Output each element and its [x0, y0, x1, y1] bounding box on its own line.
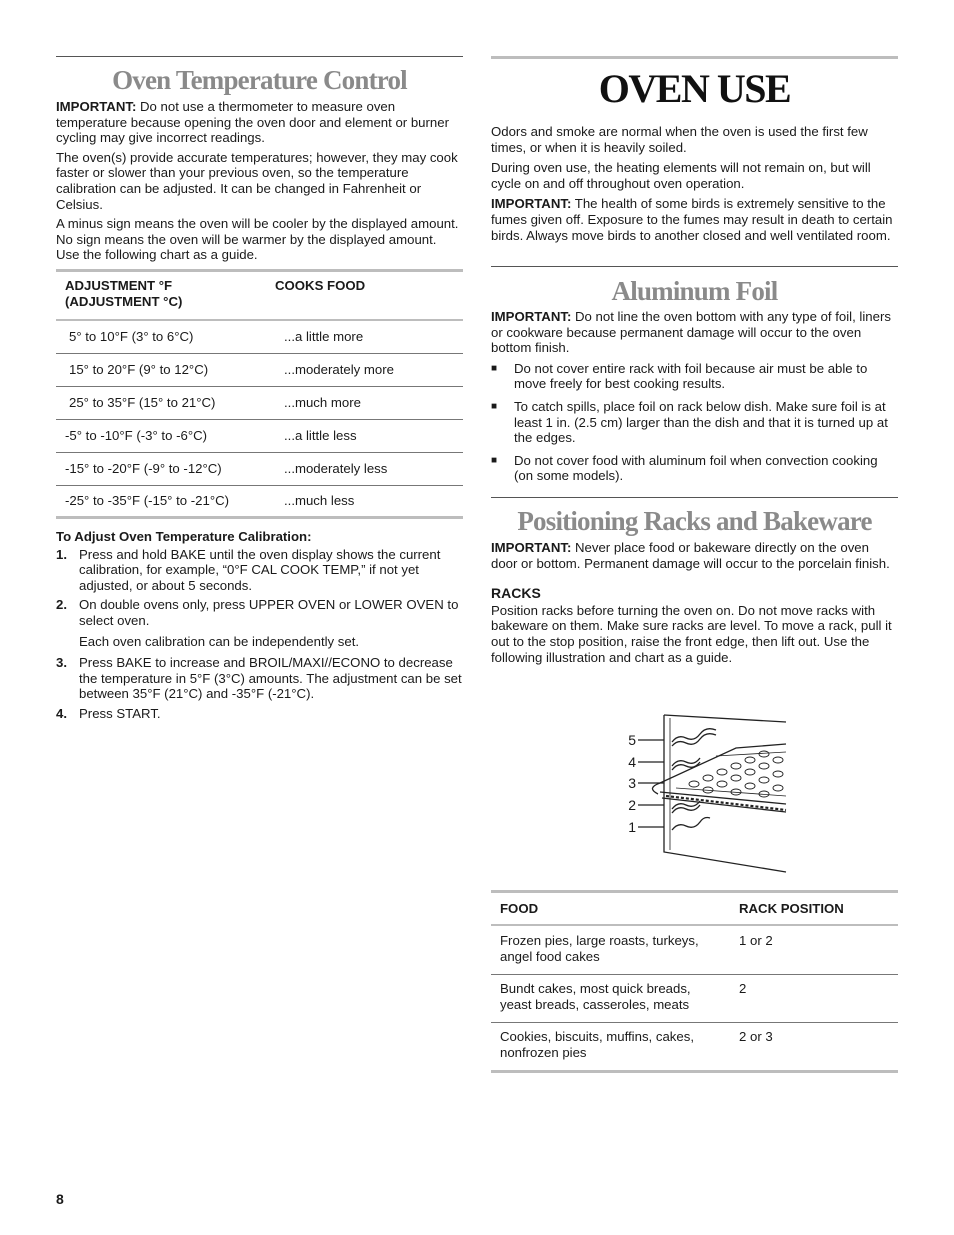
table-row: [56, 486, 463, 519]
adjustment-cell: -25° to -35°F (-15° to -21°C): [65, 493, 230, 509]
step-text: Press START.: [79, 705, 161, 721]
important-text: Do not use a thermometer to measure oven temperature because opening the oven door and element or burner cycling may give incorrect readings.: [56, 99, 449, 146]
step-item: [56, 547, 463, 594]
step-item: [56, 706, 463, 722]
header-adjustment-c: (ADJUSTMENT °C): [65, 293, 183, 309]
step-number: 2.: [56, 597, 67, 613]
positioning-racks-section: [491, 540, 898, 665]
important-label: IMPORTANT:: [491, 309, 572, 324]
important-label: IMPORTANT:: [491, 540, 572, 555]
step-text: Press BAKE to increase and BROIL/MAXI//ECONO to decrease the temperature in 5°F (3°C) amounts. The adjustment can be set between 35°F (21°C) and -35°F (-21°C).: [79, 655, 462, 702]
section-divider: [56, 56, 463, 57]
rack-label-1: 1: [628, 819, 636, 835]
table-row: [56, 453, 463, 486]
important-paragraph: [56, 99, 463, 146]
step-text-note: Each oven calibration can be independently set.: [79, 633, 360, 649]
effect-cell: ...a little less: [284, 428, 357, 444]
calibration-steps-heading: To Adjust Oven Temperature Calibration:: [56, 529, 312, 544]
oven-use-title: OVEN USE: [598, 66, 791, 111]
adjustment-cell: -5° to -10°F (-3° to -6°C): [65, 428, 208, 444]
adjustment-cell: -15° to -20°F (-9° to -12°C): [65, 461, 222, 477]
table-row: [491, 1023, 898, 1073]
list-item: [491, 453, 898, 484]
food-cell: Cookies, biscuits, muffins, cakes, nonfrozen pies: [500, 1029, 694, 1060]
temperature-intro: [56, 99, 463, 263]
page-number: 8: [56, 1191, 64, 1207]
effect-cell: ...much more: [284, 395, 361, 411]
rack-label-5: 5: [628, 732, 636, 748]
table-row: [56, 321, 463, 354]
bullet-text: To catch spills, place foil on rack below dish. Make sure foil is at least 1 in. (2.5 cm) larger than the dish and that it is turned up at the edges.: [514, 398, 888, 446]
calibration-steps-list: [56, 547, 463, 722]
heating-elements-paragraph: During oven use, the heating elements will not remain on, but will cycle on and off throughout oven operation.: [491, 160, 871, 191]
racks-paragraph: Position racks before turning the oven on. Do not move racks with bakeware on them. Make sure racks are level. To move a rack, pull it out to the stop position, raise the front edge, then lift out. Use the following illustration and chart as a guide.: [491, 602, 892, 665]
racks-important-paragraph: [491, 540, 898, 571]
position-cell: 2 or 3: [739, 1029, 773, 1044]
important-text: Do not line the oven bottom with any type of foil, liners or cookware because permanent damage will occur to the oven bottom finish.: [491, 309, 891, 356]
foil-important-paragraph: [491, 309, 898, 356]
table-row: [491, 975, 898, 1023]
adjustment-cell: 25° to 35°F (15° to 21°C): [69, 395, 216, 411]
aluminum-foil-heading: Aluminum Foil: [611, 276, 778, 306]
calibration-paragraph: The oven(s) provide accurate temperatures; however, they may cook faster or slower than your previous oven, so the temperature calibration can be adjusted. It can be changed in Fahrenheit or Celsius.: [56, 149, 458, 212]
foil-bullet-list: [491, 361, 898, 484]
calibration-steps-section: [56, 529, 463, 722]
adjustment-table: [56, 269, 463, 519]
header-rack-position: RACK POSITION: [739, 900, 844, 916]
minus-sign-paragraph: A minus sign means the oven will be cooler by the displayed amount. No sign means the oven will be warmer by the displayed amount. Use the following chart as a guide.: [56, 216, 459, 263]
important-text: Never place food or bakeware directly on the oven door or bottom. Permanent damage will occur to the porcelain finish.: [491, 540, 890, 571]
positioning-racks-heading: Positioning Racks and Bakeware: [517, 506, 872, 536]
adjustment-cell: 5° to 10°F (3° to 6°C): [69, 329, 194, 345]
table-row: [56, 354, 463, 387]
header-food: FOOD: [500, 900, 539, 916]
rack-position-illustration: [616, 712, 791, 877]
step-text: Press and hold BAKE until the oven display shows the current calibration, for example, “0°F CAL COOK TEMP,” if not yet adjusted, or about 5 seconds.: [79, 546, 441, 593]
racks-subheading: RACKS: [491, 585, 541, 602]
list-item: [491, 399, 898, 446]
adjustment-cell: 15° to 20°F (9° to 12°C): [69, 362, 209, 378]
rack-label-3: 3: [628, 775, 636, 791]
step-number: 3.: [56, 655, 67, 671]
food-cell: Frozen pies, large roasts, turkeys, angel food cakes: [500, 933, 699, 964]
step-number: 4.: [56, 705, 67, 721]
bullet-text: Do not cover entire rack with foil because air must be able to move freely for best cooking results.: [514, 360, 868, 392]
aluminum-foil-section: [491, 309, 898, 484]
step-number: 1.: [56, 546, 67, 562]
important-label: IMPORTANT:: [491, 196, 572, 212]
step-item: [56, 655, 463, 702]
position-cell: 1 or 2: [739, 933, 773, 948]
section-divider: [491, 56, 898, 59]
table-header-row: [56, 272, 463, 321]
birds-paragraph: [491, 196, 898, 243]
step-item: [56, 597, 463, 649]
food-cell: Bundt cakes, most quick breads, yeast breads, casseroles, meats: [500, 981, 691, 1012]
bullet-text: Do not cover food with aluminum foil when convection cooking (on some models).: [514, 452, 878, 484]
section-divider: [491, 497, 898, 498]
effect-cell: ...much less: [284, 493, 355, 509]
step-text: [79, 597, 463, 649]
bullet-square-icon: ■: [491, 400, 498, 412]
oven-temperature-control-heading: Oven Temperature Control: [112, 65, 407, 95]
effect-cell: ...moderately more: [284, 362, 394, 378]
rack-label-4: 4: [628, 754, 636, 770]
rack-position-table: [491, 890, 898, 1073]
important-label: IMPORTANT:: [56, 99, 137, 114]
table-row: [56, 420, 463, 453]
position-cell: 2: [739, 981, 747, 996]
important-text: The health of some birds is extremely sensitive to the fumes given off. Exposure to the fumes may result in death to certain birds. Always move birds to another closed and well ventilated room.: [491, 196, 893, 243]
adjustment-rows: [56, 321, 463, 519]
section-divider: [491, 266, 898, 267]
oven-rack-drawing: [616, 712, 791, 877]
bullet-square-icon: ■: [491, 362, 498, 374]
table-row: [56, 387, 463, 420]
header-adjustment: [56, 278, 275, 319]
bullet-square-icon: ■: [491, 454, 498, 466]
rack-label-2: 2: [628, 797, 636, 813]
effect-cell: ...a little more: [284, 329, 364, 345]
step-text-main: On double ovens only, press UPPER OVEN or LOWER OVEN to select oven.: [79, 597, 459, 628]
header-cooks-food: COOKS FOOD: [275, 278, 366, 293]
table-header-row: [491, 893, 898, 926]
odors-paragraph: Odors and smoke are normal when the oven is used the first few times, or when it is heavily soiled.: [491, 124, 868, 155]
header-adjustment-f: ADJUSTMENT °F: [65, 278, 173, 293]
list-item: [491, 361, 898, 392]
oven-use-intro: [491, 124, 898, 243]
effect-cell: ...moderately less: [284, 461, 388, 477]
table-row: [491, 926, 898, 975]
